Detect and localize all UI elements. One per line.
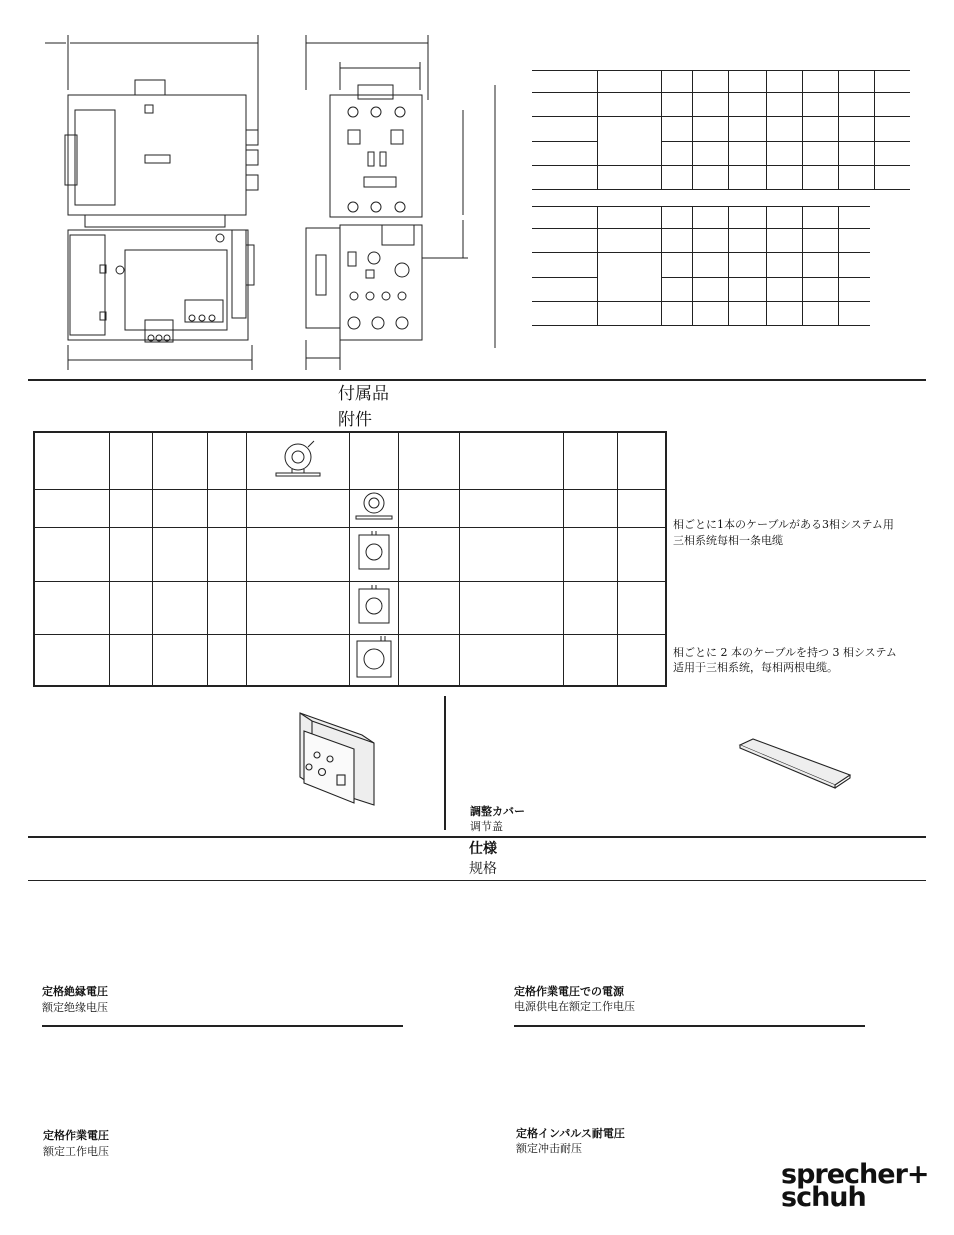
operational-voltage-label-ja: 定格作業電圧 [43,1129,109,1142]
impulse-voltage-label-zh: 额定冲击耐压 [516,1142,582,1155]
note-two-cable-zh: 适用于三相系统，每相两根电缆。 [673,661,838,674]
ring-ct-icon [352,490,396,522]
adjustment-cover-label-ja: 調整カバー [470,805,525,818]
accessories-title-ja: 付属品 [338,384,389,404]
divider-insulation [42,1025,403,1027]
divider-vertical [444,696,446,830]
note-one-cable-zh: 三相系统每相一条电缆 [673,534,783,547]
note-one-cable-ja: 相ごとに1本のケーブルがある3相システム用 [673,518,894,531]
divider-accessories [28,379,926,381]
accessories-title-zh: 附件 [338,410,372,430]
insulation-voltage-label-zh: 额定绝缘电压 [42,1001,108,1014]
dimension-table-lower [532,206,870,326]
divider-specs-top [28,836,926,838]
brand-logo-line2: schuh [781,1182,866,1213]
large-square-ct-icon [353,635,395,681]
adjustment-cover-drawing [735,735,855,795]
impulse-voltage-label-ja: 定格インパルス耐電圧 [516,1127,625,1140]
adjustment-cover-label-zh: 调节盖 [470,820,503,833]
brand-logo [781,1159,929,1213]
divider-supply [514,1025,865,1027]
insulation-voltage-label-ja: 定格絶縁電圧 [42,985,108,998]
dimension-table-upper [532,70,910,190]
operational-voltage-label-zh: 额定工作电压 [43,1145,109,1158]
brand-logo-line1: sprecher+ [781,1159,929,1190]
supply-voltage-label-zh: 电源供电在额定工作电压 [514,1000,635,1013]
divider-specs-bottom [28,880,926,881]
specs-title-ja: 仕様 [469,841,497,857]
remote-reset-module-drawing [282,705,382,815]
front-view-drawing [298,30,508,375]
specs-title-zh: 规格 [469,861,497,877]
current-transformer-icon [268,439,328,479]
accessories-table [33,431,667,687]
square-ct-icon [354,530,394,574]
supply-voltage-label-ja: 定格作業電圧での電源 [514,985,624,998]
square-ct-icon [354,584,394,628]
side-view-drawing [40,30,270,375]
note-two-cable-ja: 相ごとに 2 本のケーブルを持つ 3 相システム [673,646,897,659]
